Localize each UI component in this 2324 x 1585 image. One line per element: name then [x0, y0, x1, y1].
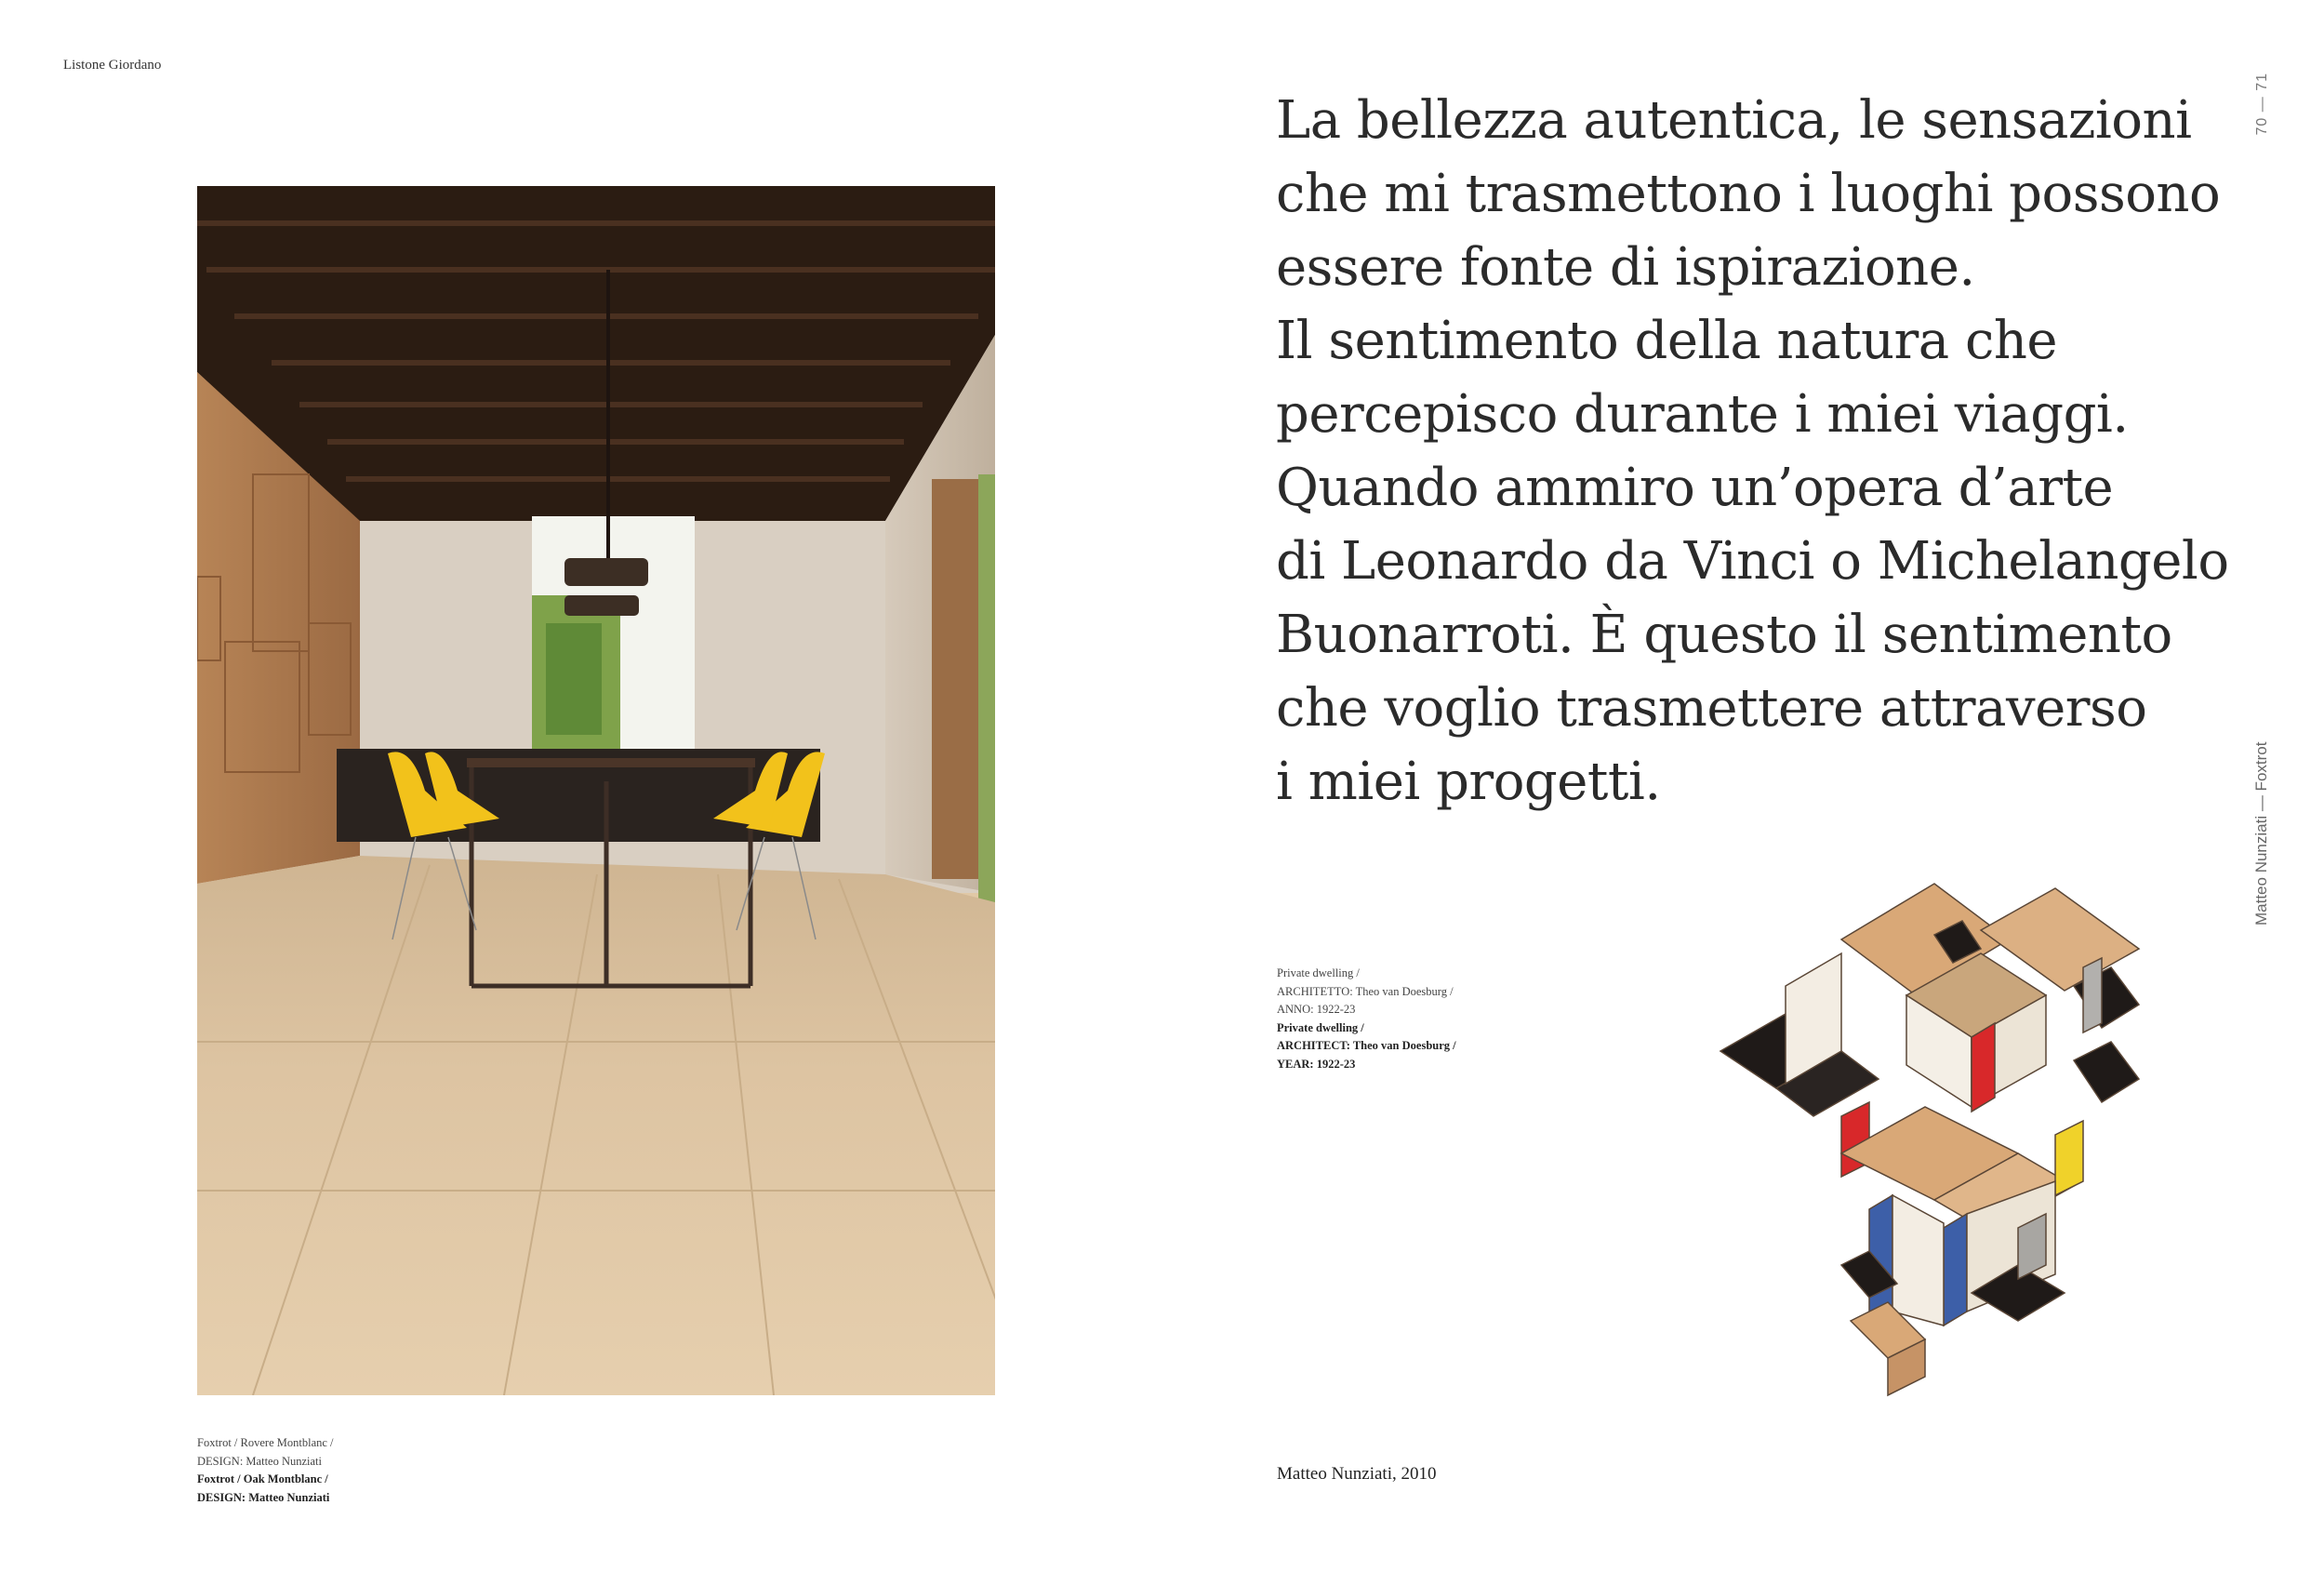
caption-line: DESIGN: Matteo Nunziati — [197, 1490, 330, 1504]
quote-line: Quando ammiro un’opera d’arte — [1276, 458, 2114, 518]
axonometric-drawing — [1702, 874, 2158, 1432]
caption-line: Private dwelling / — [1277, 966, 1360, 979]
caption-line: ARCHITECT: Theo van Doesburg / — [1277, 1039, 1456, 1052]
photo-caption — [197, 1434, 334, 1507]
caption-line: ANNO: 1922-23 — [1277, 1003, 1356, 1016]
quote-line: che mi trasmettono i luoghi possono — [1276, 164, 2221, 224]
drawing-caption — [1277, 965, 1456, 1073]
quote-line: i miei progetti. — [1276, 752, 1661, 812]
caption-line: Foxtrot / Rovere Montblanc / — [197, 1436, 334, 1449]
quote-line: che voglio trasmettere attraverso — [1276, 678, 2147, 739]
caption-line: Private dwelling / — [1277, 1020, 1364, 1034]
caption-line: YEAR: 1922-23 — [1277, 1057, 1356, 1071]
caption-line: DESIGN: Matteo Nunziati — [197, 1454, 323, 1468]
side-credit: Matteo Nunziati — Foxtrot — [2252, 741, 2270, 926]
caption-line: Foxtrot / Oak Montblanc / — [197, 1472, 328, 1485]
quote-line: essere fonte di ispirazione. — [1276, 237, 1975, 298]
quote-line: Buonarroti. È questo il sentimento — [1276, 605, 2172, 665]
quote-line: percepisco durante i miei viaggi. — [1276, 384, 2129, 445]
page-numbers: 70 — 71 — [2254, 73, 2270, 136]
quote-line: di Leonardo da Vinci o Michelangelo — [1276, 531, 2229, 592]
quote-text — [1276, 84, 2229, 819]
caption-line: ARCHITETTO: Theo van Doesburg / — [1277, 984, 1454, 998]
brand-name: Listone Giordano — [63, 58, 162, 73]
quote-line: Il sentimento della natura che — [1276, 311, 2058, 371]
signature: Matteo Nunziati, 2010 — [1277, 1464, 1437, 1484]
quote-line: La bellezza autentica, le sensazioni — [1276, 90, 2192, 151]
interior-photo — [197, 186, 995, 1395]
